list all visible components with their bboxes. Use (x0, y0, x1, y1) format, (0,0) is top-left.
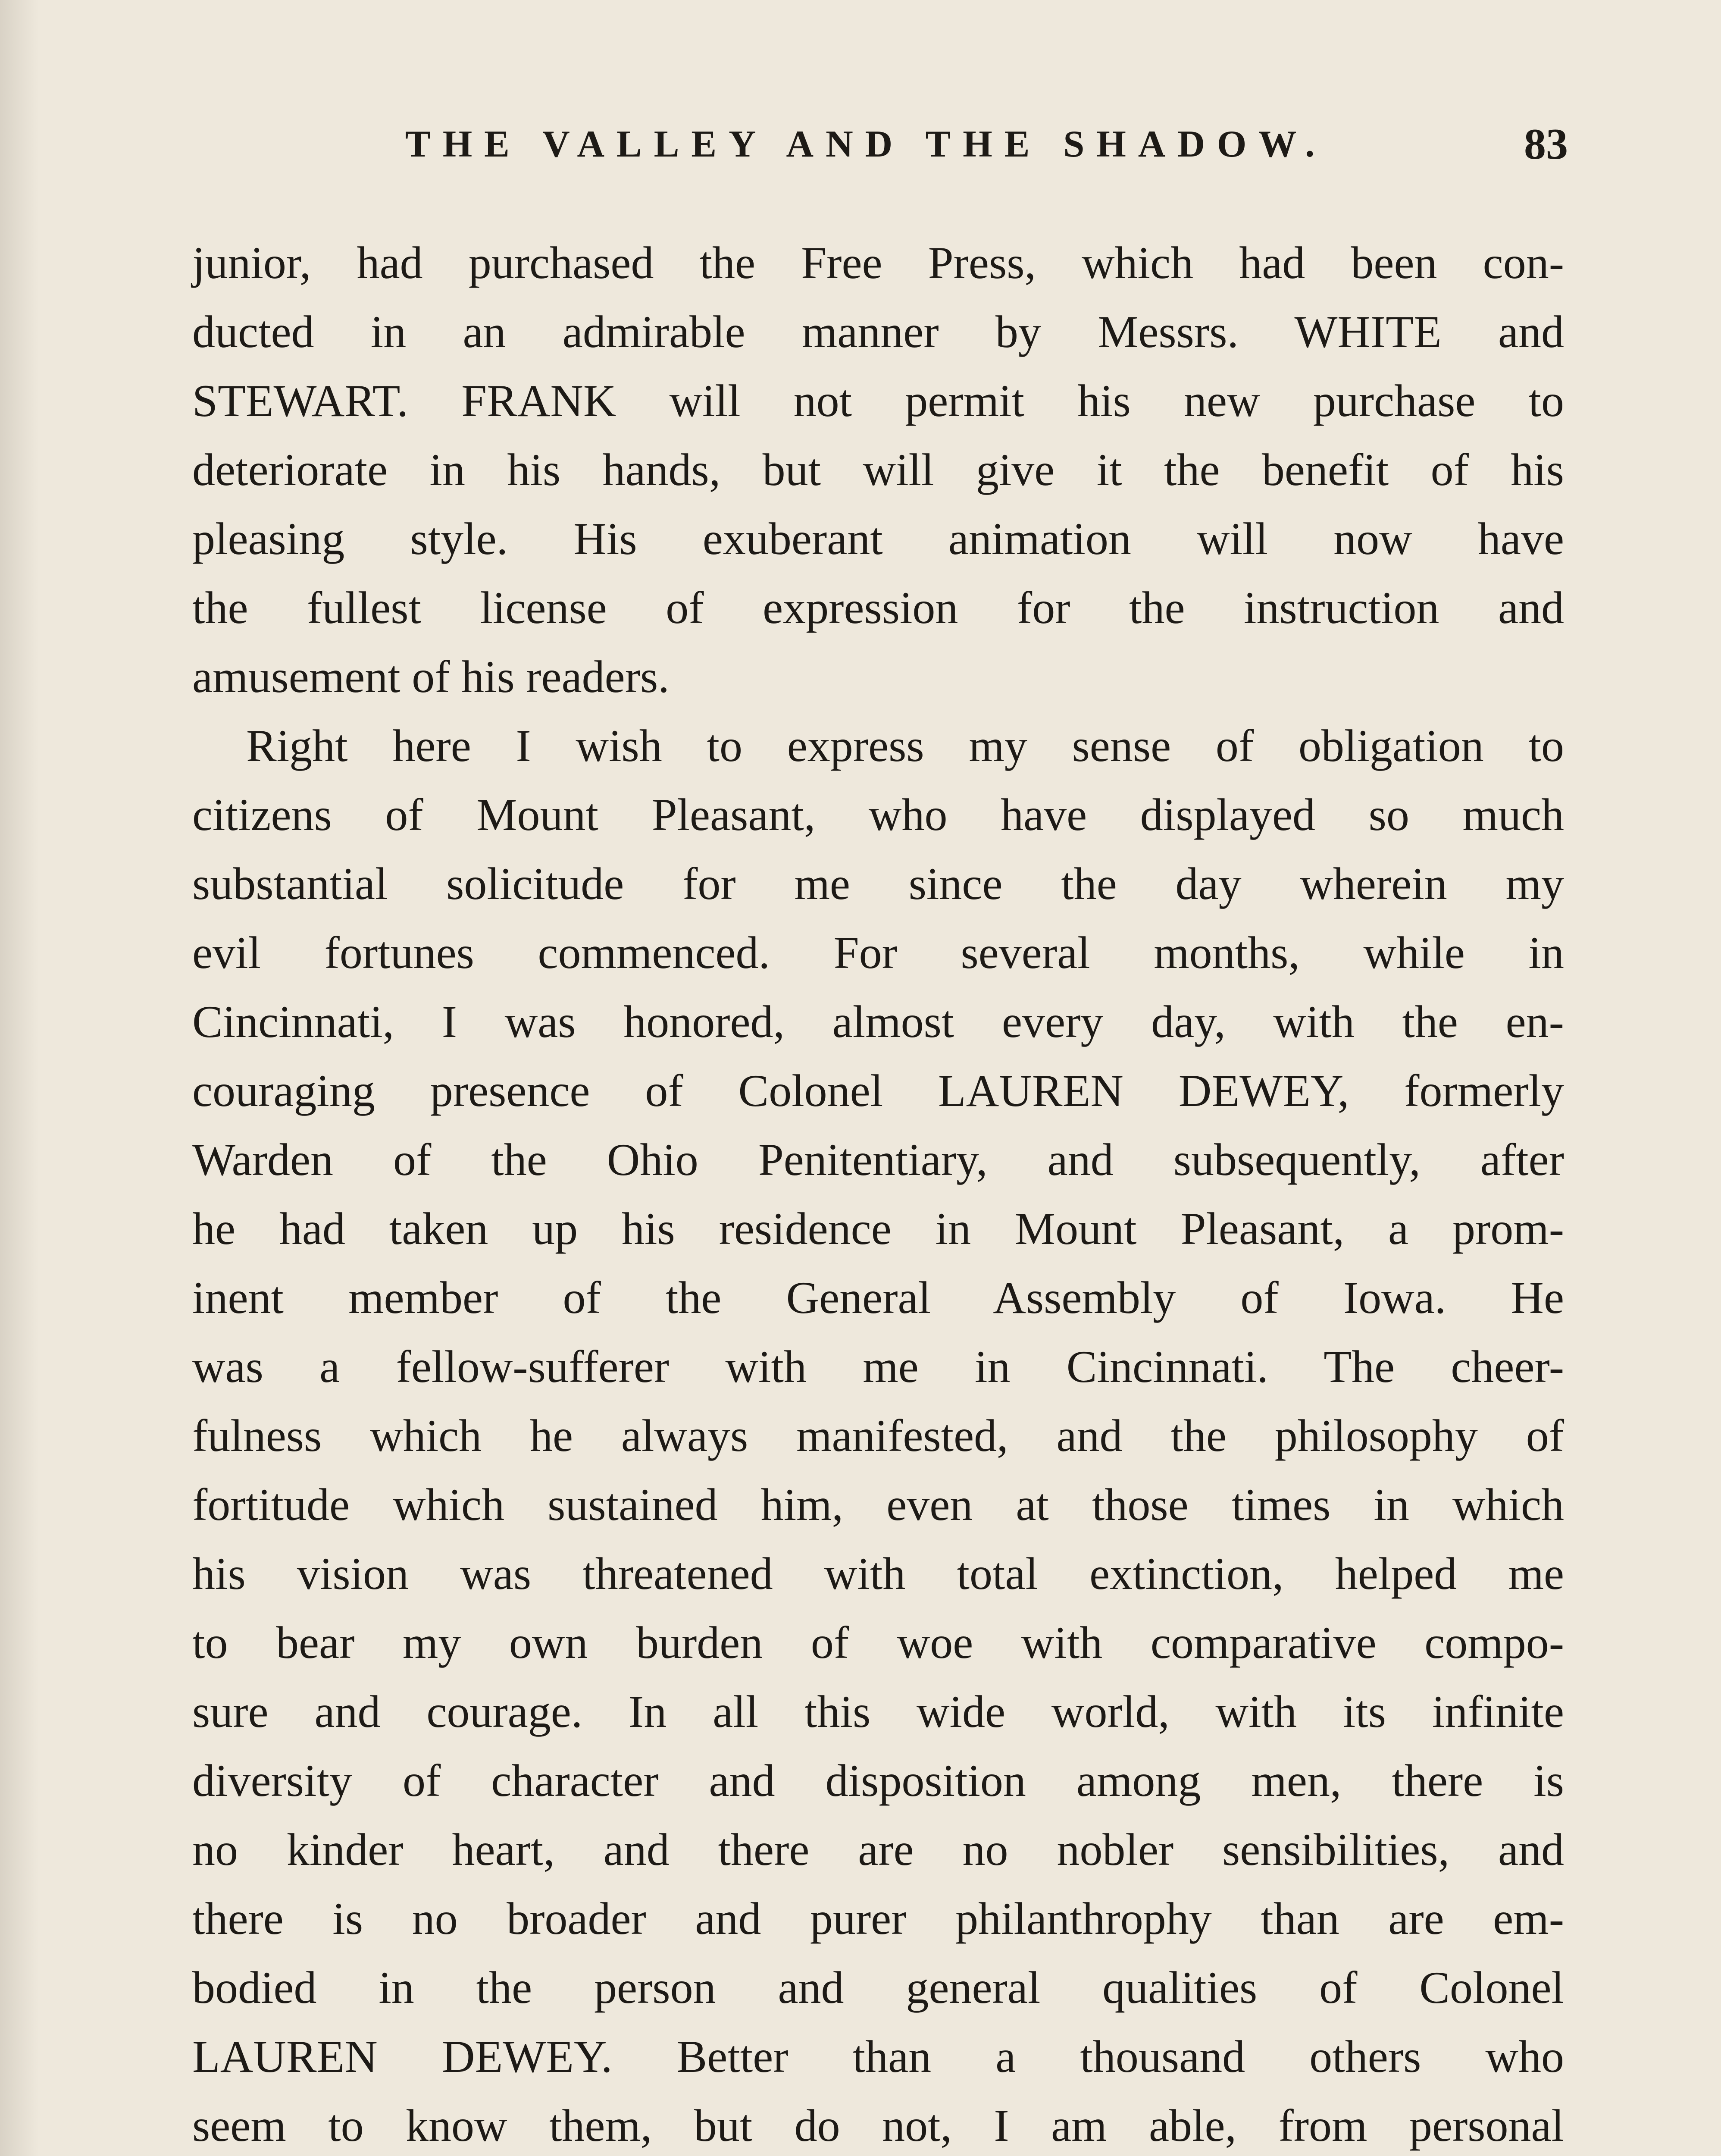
text-line-19: fortitude which sustained him, even at those times in which (192, 1479, 1564, 1530)
page-header (190, 110, 1568, 179)
text-line-14: Warden of the Ohio Penitentiary, and subsequently, after (192, 1134, 1564, 1185)
running-head: THE VALLEY AND THE SHADOW. (405, 123, 1327, 165)
text-line-4: deteriorate in his hands, but will give it the benefit of his (192, 445, 1564, 495)
text-line-15: he had taken up his residence in Mount Pleasant, a prom- (192, 1203, 1564, 1254)
text-line-10: substantial solicitude for me since the day wherein my (192, 859, 1564, 909)
text-line-1: junior, had purchased the Free Press, which had been con- (192, 238, 1564, 288)
text-line-5: pleasing style. His exuberant animation will now have (192, 514, 1564, 564)
text-line-18: fulness which he always manifested, and the philosophy of (192, 1410, 1564, 1461)
text-line-26: bodied in the person and general qualities of Colonel (192, 1962, 1564, 2013)
text-line-28: seem to know them, but do not, I am able, from personal (192, 2100, 1564, 2151)
text-line-23: diversity of character and disposition among men, there is (192, 1755, 1564, 1806)
text-line-21: to bear my own burden of woe with comparative compo- (192, 1617, 1564, 1668)
text-line-25: there is no broader and purer philanthrophy than are em- (192, 1893, 1564, 1944)
text-line-7: amusement of his readers. (192, 652, 670, 702)
text-line-6: the fullest license of expression for the instruction and (192, 583, 1564, 633)
text-line-27: LAUREN DEWEY. Better than a thousand others who (192, 2031, 1564, 2082)
text-line-22: sure and courage. In all this wide world, with its infinite (192, 1686, 1564, 1737)
text-line-20: his vision was threatened with total extinction, helped me (192, 1548, 1564, 1599)
text-line-13: couraging presence of Colonel LAUREN DEWEY, formerly (192, 1065, 1564, 1116)
text-line-24: no kinder heart, and there are no nobler sensibilities, and (192, 1824, 1564, 1875)
page-number: 83 (1524, 120, 1568, 169)
text-line-12: Cincinnati, I was honored, almost every day, with the en- (192, 997, 1564, 1047)
text-line-8: Right here I wish to express my sense of obligation to (246, 721, 1564, 771)
text-line-11: evil fortunes commenced. For several months, while in (192, 928, 1564, 978)
body-text (192, 229, 1564, 2156)
text-line-17: was a fellow-sufferer with me in Cincinnati. The cheer- (192, 1341, 1564, 1392)
text-line-9: citizens of Mount Pleasant, who have displayed so much (192, 790, 1564, 840)
text-line-2: ducted in an admirable manner by Messrs. WHITE and (192, 307, 1564, 357)
text-line-16: inent member of the General Assembly of Iowa. He (192, 1272, 1564, 1323)
text-line-3: STEWART. FRANK will not permit his new purchase to (192, 376, 1564, 426)
